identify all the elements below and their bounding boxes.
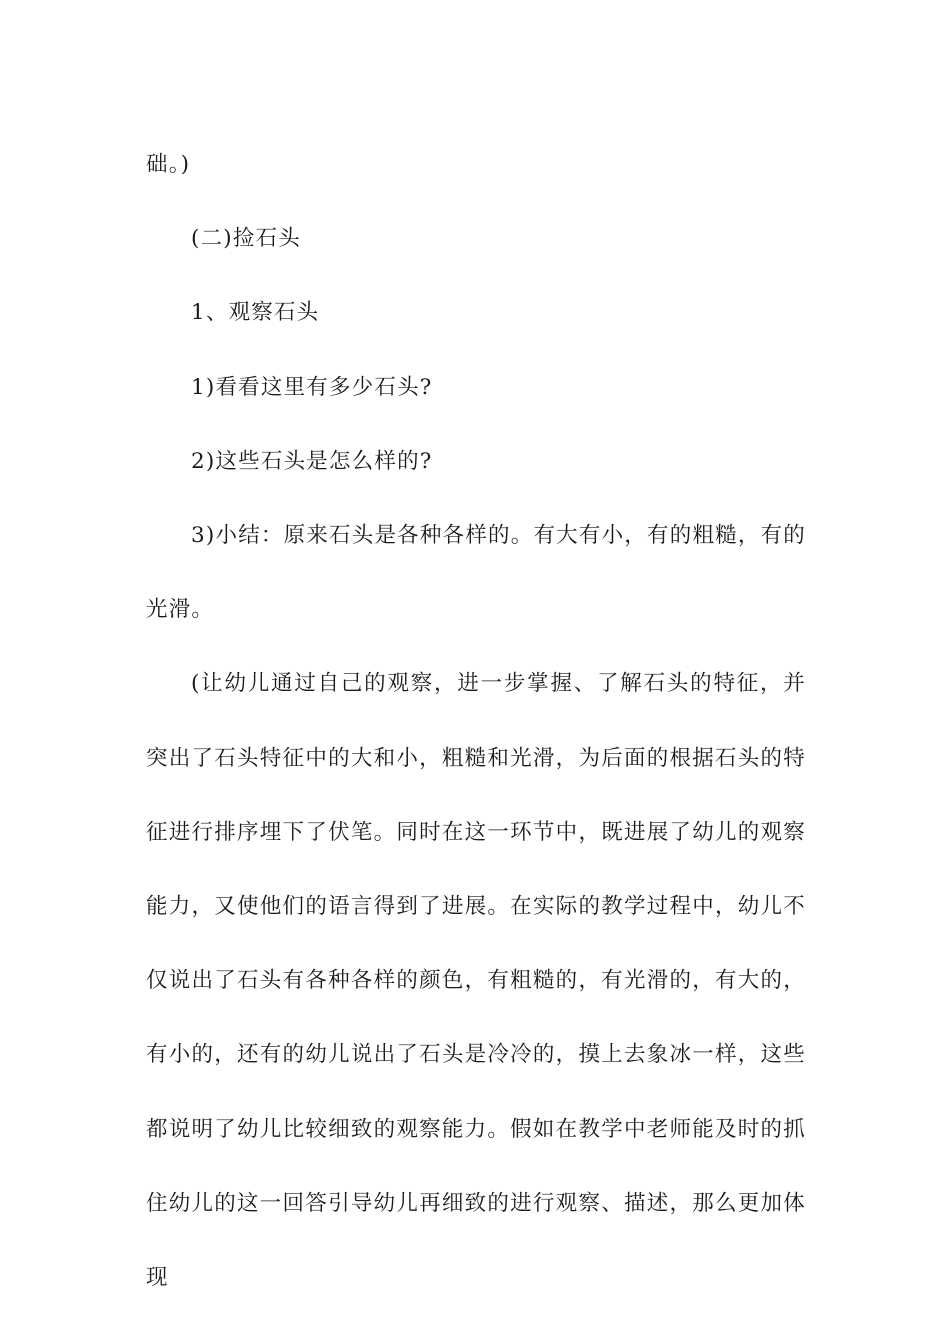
summary-paragraph: 3)小结：原来石头是各种各样的。有大有小，有的粗糙，有的光滑。 xyxy=(146,523,806,623)
paragraph-continuation: 础。) xyxy=(146,152,191,177)
step-heading-observe-stones: 1、观察石头 xyxy=(191,300,320,326)
question-1: 1)看看这里有多少石头? xyxy=(191,374,433,400)
commentary-paragraph: (让幼儿通过自己的观察，进一步掌握、了解石头的特征，并突出了石头特征中的大和小，粗糙和光滑，为后面的根据石头的特征进行排序埋下了伏笔。同时在这一环节中，既进展了幼儿的观察能力，又使他们的语言得到了进展。在实际的教学过程中，幼儿不仅说出了石头有各种各样的颜色，有粗糙的，有光滑的，有大的，有小的，还有的幼儿说出了石头是冷冷的，摸上去象冰一样，这些都说明了幼儿比较细致的观察能力。假如在教学中老师能及时的抓住幼儿的这一回答引导幼儿再细致的进行观察、描述，那么更加体现 xyxy=(146,671,806,1291)
question-2: 2)这些石头是怎么样的? xyxy=(191,448,433,474)
body-text xyxy=(146,128,806,1315)
section-heading-pick-stones: (二)捡石头 xyxy=(191,226,301,252)
